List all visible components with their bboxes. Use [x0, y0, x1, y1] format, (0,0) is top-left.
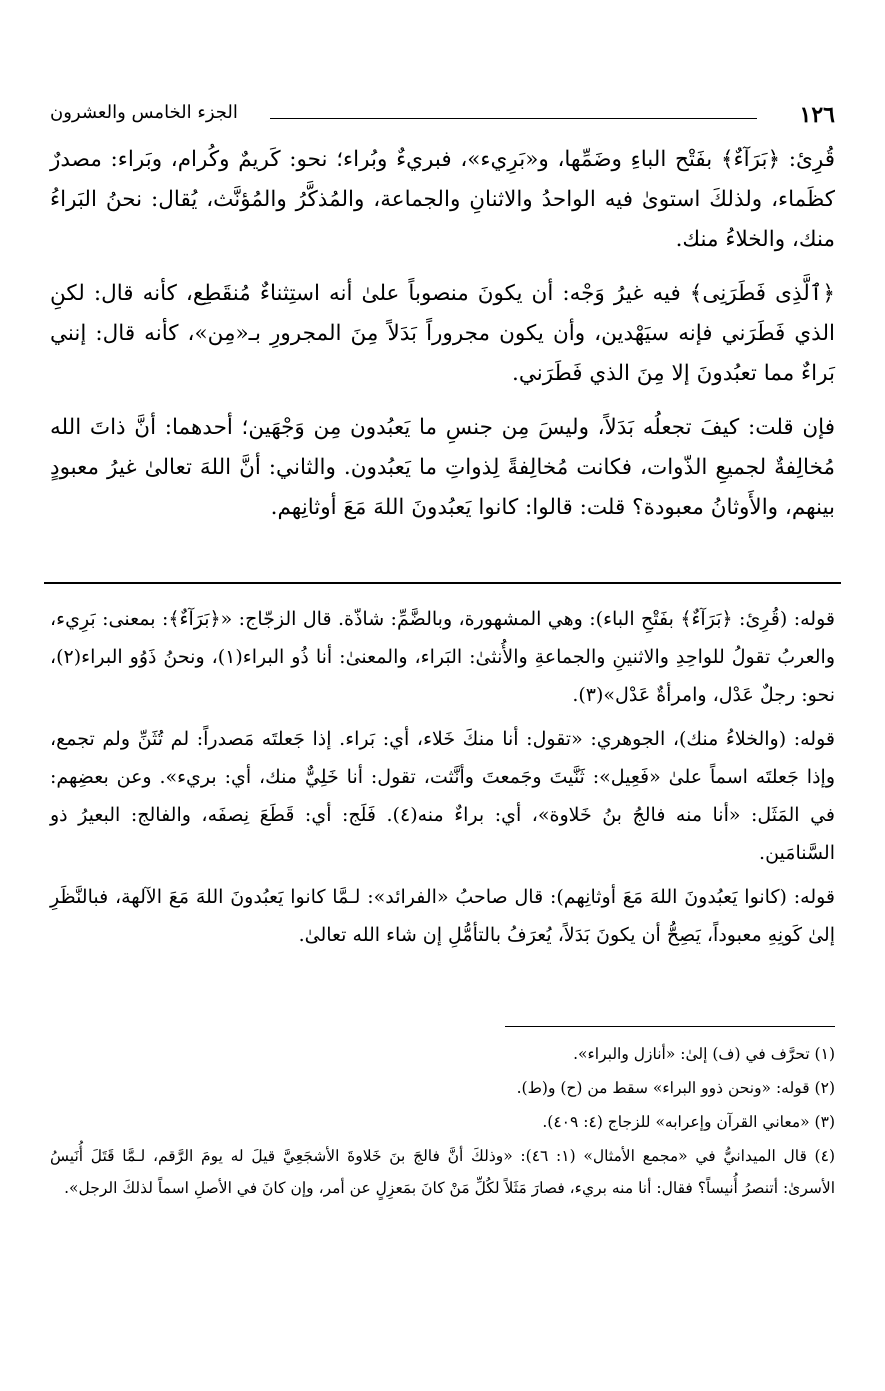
main-paragraph: قُرِئ: ﴿بَرَآءٌ﴾ بفَتْح الباءِ وضَمِّها، و«بَرِيء»، فبريءٌ وبُراء؛ نحو: كَريمٌ وكُرام، وبَراء: مصدرٌ كظَماء، ولذلكَ استوىٰ فيه الواحدُ والاثنانِ والجماعة، والمُذكَّرُ والمُؤنَّث، يُقال: نحنُ البَراءُ منك، والخلاءُ منك.	[50, 147, 835, 252]
footnotes	[50, 1038, 835, 1206]
header-rule	[270, 118, 757, 119]
main-paragraph: فإن قلت: كيفَ تجعلُه بَدَلاً، وليسَ مِن جنسِ ما يَعبُدون مِن وَجْهَين؛ أحدهما: أنَّ ذاتَ الله مُخالِفةٌ لجميعِ الذّوات، فكانت مُخالِفةً لِذواتِ ما يَعبُدون. والثاني: أنَّ اللهَ تعالىٰ غيرُ معبودٍ بينهم، والأَوثانُ معبودة؟ قلت: قالوا: كانوا يَعبُدونَ اللهَ مَعَ أوثانِهم.	[50, 415, 835, 520]
footnote-divider	[505, 1026, 835, 1027]
section-divider	[44, 582, 841, 584]
commentary-text	[50, 600, 835, 960]
footnote: (٣) «معاني القرآن وإعرابه» للزجاج (٤: ٤٠٩).	[542, 1113, 835, 1131]
commentary-paragraph: قوله: (والخلاءُ منك)، الجوهري: «تقول: أنا منكَ خَلاء، أي: بَراء. إذا جَعلتَه مَصدراً: لم تُثَنِّ ولم تجمع، وإذا جَعلتَه اسماً علىٰ «فَعِيل»: ثَنَّيتَ وجَمعتَ وأنَّثت، تقول: أنا خَلِيٌّ منك، أي: بريء». وعن بعضِهم: في المَثَل: «أنا منه فالجُ بنُ خَلاوة»، أي: براءٌ منه(٤). فَلَج: أي: قَطَعَ نِصفَه، والفالج: البعيرُ ذو السَّنامَين.	[50, 728, 835, 864]
footnote: (٤) قال الميدانيُّ في «مجمع الأمثال» (١: ٤٦): «وذلكَ أنَّ فالجَ بنَ خَلاوةَ الأشجَعِيَّ قيلَ له يومَ الرَّقم، لـمَّا قَتَلَ أُنَيسُ الأسرىٰ: أتنصرُ أُنيساً؟ فقال: أنا منه بريء، فصارَ مَثَلاً لكُلِّ مَنْ كانَ بمَعزِلٍ عن أمر، وإن كانَ في الأصلِ اسماً لذلكَ الرجل».	[50, 1147, 835, 1197]
commentary-paragraph: قوله: (كانوا يَعبُدونَ اللهَ مَعَ أوثانِهم): قال صاحبُ «الفرائد»: لـمَّا كانوا يَعبُدونَ اللهَ مَعَ الآلهة، فبالنَّظَرِ إلىٰ كَونِهِ معبوداً، يَصِحُّ أن يكونَ بَدَلاً، يُعرَفُ بالتأمُّلِ إن شاء الله تعالىٰ.	[50, 886, 835, 946]
page-number: ١٢٦	[799, 102, 835, 128]
main-text	[50, 140, 835, 542]
main-paragraph: ﴿ٱلَّذِى فَطَرَنِى﴾ فيه غيرُ وَجْه: أن يكونَ منصوباً علىٰ أنه استِثناءٌ مُنقَطِع، كأنه قال: لكنِ الذي فَطَرَني فإنه سيَهْدين، وأن يكون مجروراً بَدَلاً مِنَ المجرورِ بـ«مِن»، كأنه قال: إنني بَراءٌ مما تعبُدونَ إلا مِنَ الذي فَطَرَني.	[50, 281, 835, 386]
page-header	[50, 102, 835, 132]
running-title: الجزء الخامس والعشرون	[50, 102, 238, 123]
commentary-paragraph: قوله: (قُرِئ: ﴿بَرَآءٌ﴾ بفَتْحِ الباء): وهي المشهورة، وبالضَّمِّ: شاذّة. قال الزجّاج: «﴿بَرَآءٌ﴾: بمعنى: بَرِيء، والعربُ تقولُ للواحِدِ والاثنينِ والجماعةِ والأُنثىٰ: البَراء، والمعنىٰ: أنا ذُو البراء(١)، ونحنُ ذَوُو البراء(٢)، نحو: رجلٌ عَدْل، وامرأةٌ عَدْل»(٣).	[50, 608, 835, 706]
footnote: (٢) قوله: «ونحن ذوو البراء» سقط من (ح) و(ط).	[516, 1079, 835, 1097]
footnote: (١) تحرَّف في (ف) إلىٰ: «أنازل والبراء».	[573, 1045, 835, 1063]
